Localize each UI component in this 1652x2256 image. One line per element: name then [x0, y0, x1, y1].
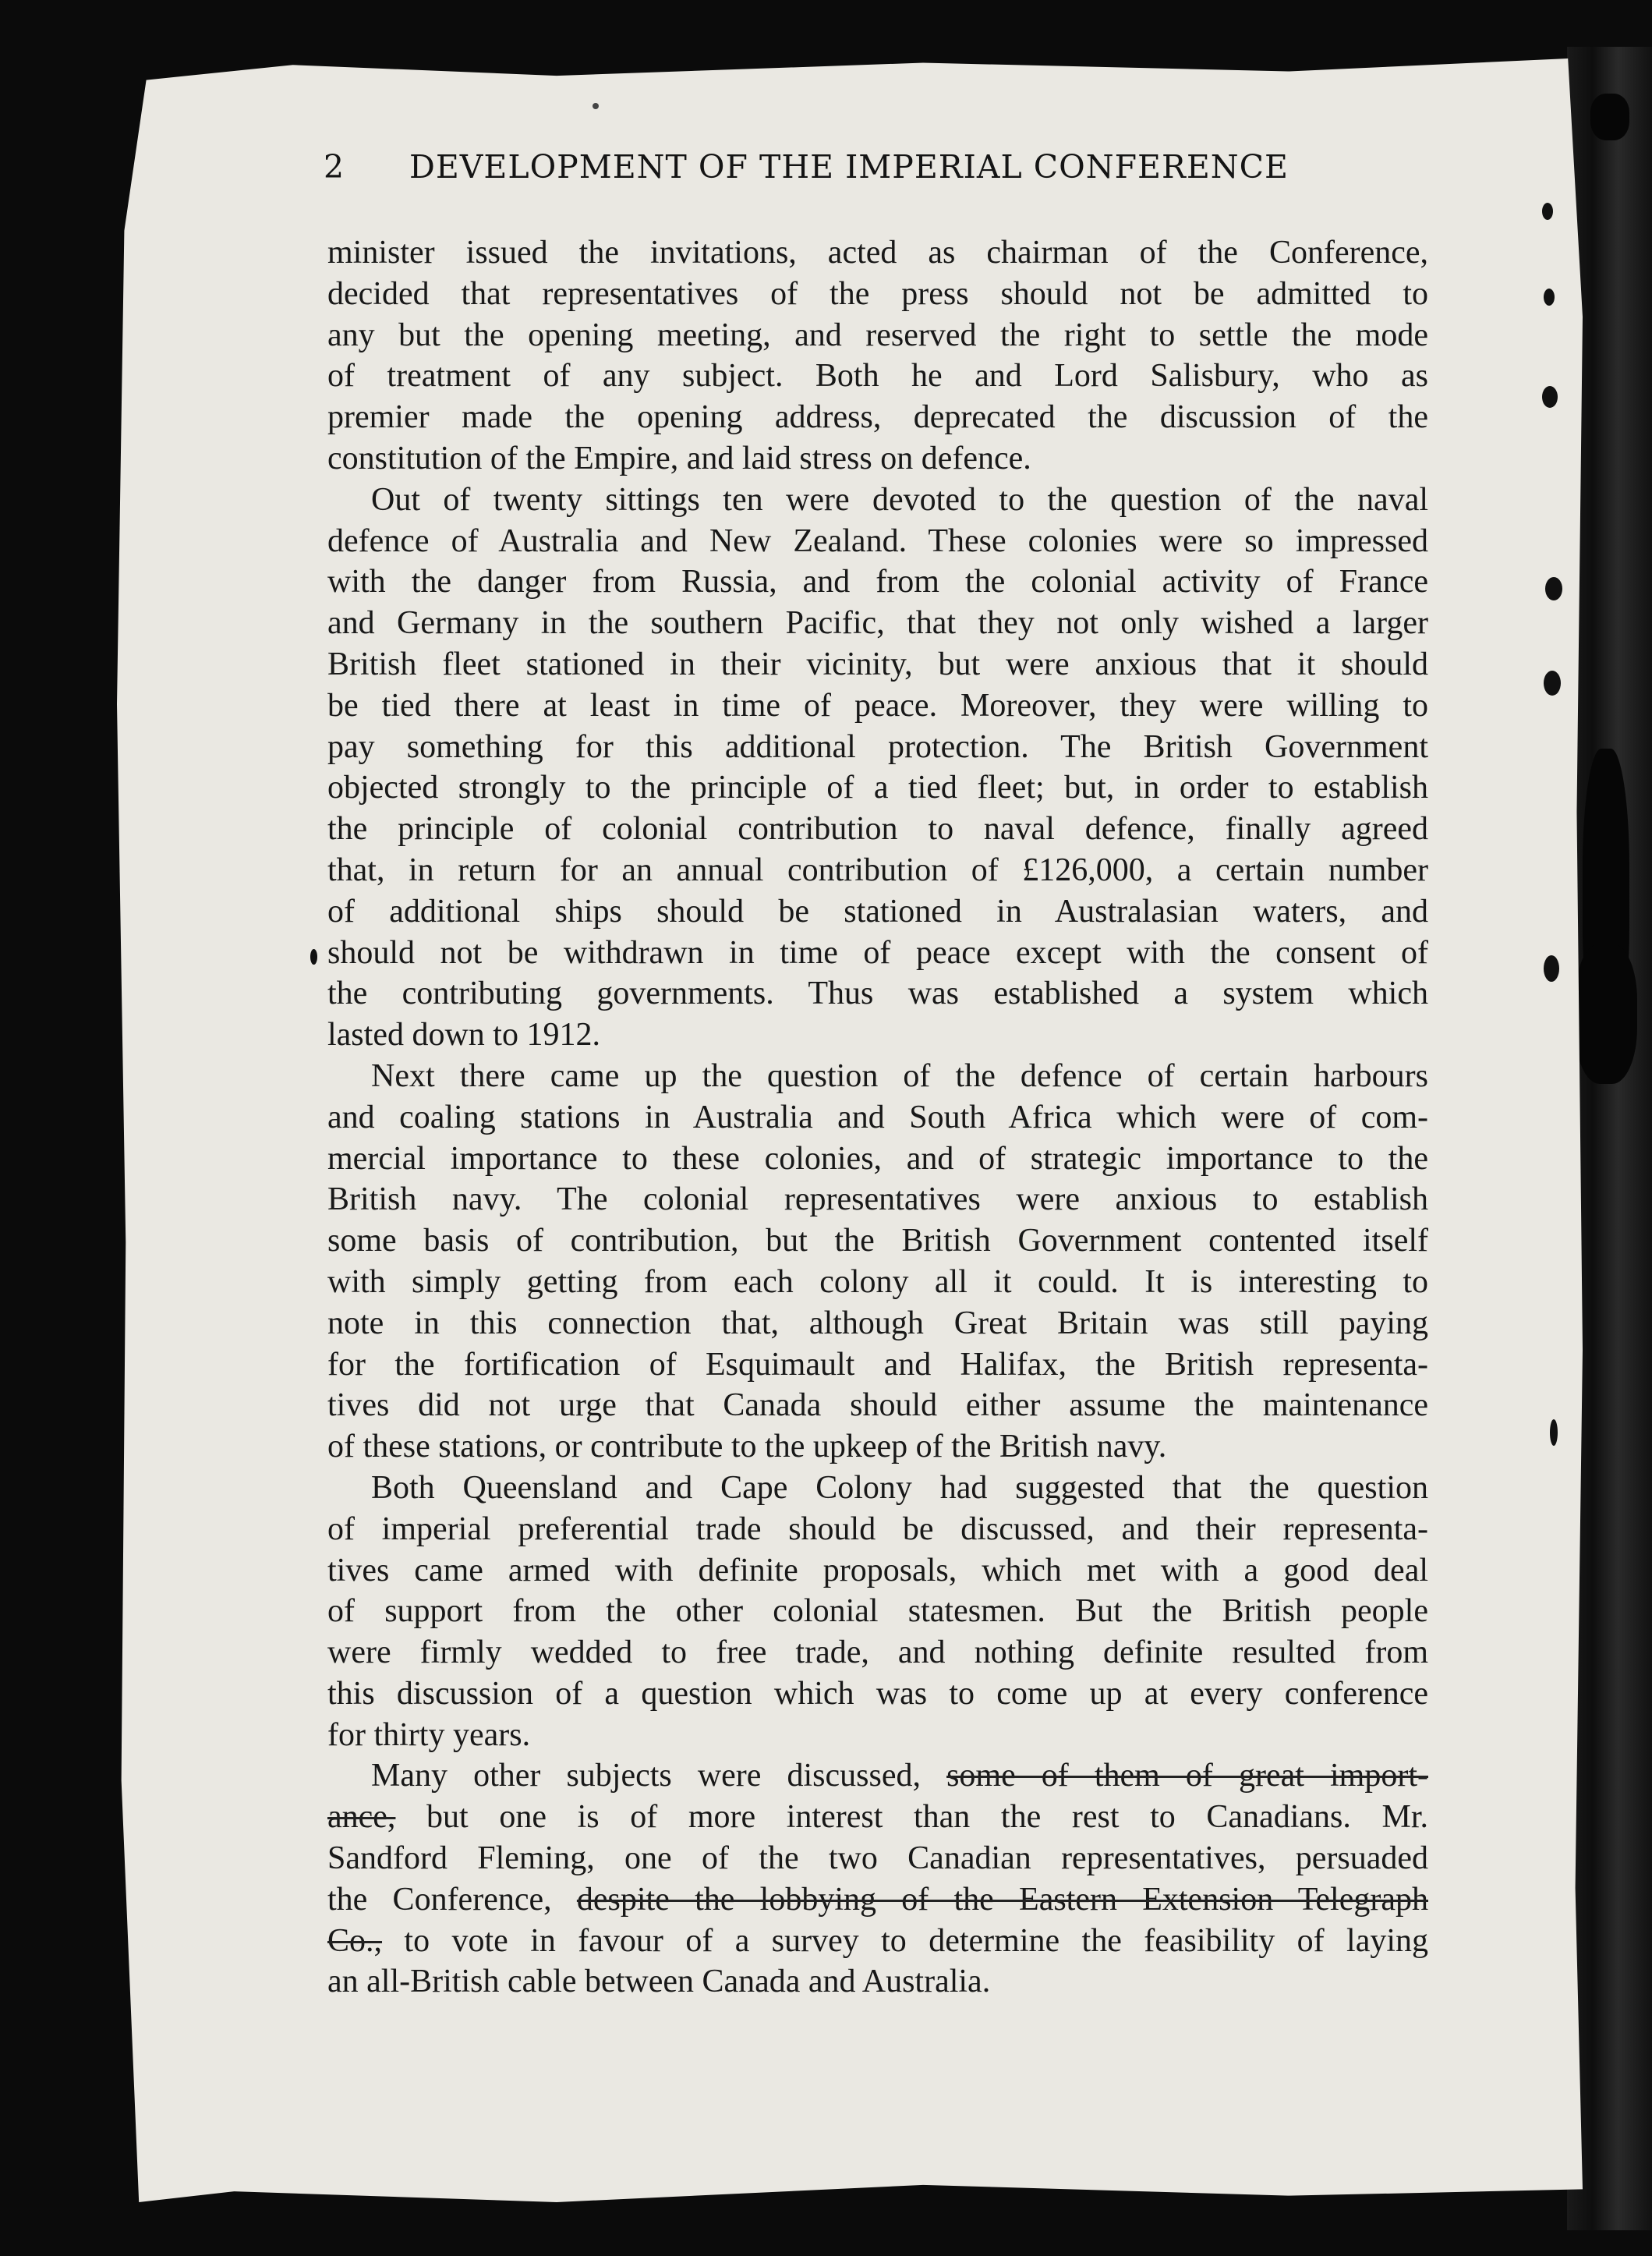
- text-line: [327, 1755, 1428, 1797]
- text-line: the contributing governments. Thus was established a system which: [327, 976, 1428, 1012]
- text-segment: but one is of more interest than the rest to Canadians. Mr.: [395, 1799, 1428, 1836]
- text-line: Both Queensland and Cape Colony had suggested that the question: [371, 1469, 1428, 1506]
- struck-text: Co.,: [327, 1922, 383, 1959]
- text-line: of additional ships should be stationed in Australasian waters, and: [327, 893, 1428, 930]
- margin-blot: [1544, 955, 1559, 982]
- text-line: objected strongly to the principle of a tied fleet; but, in order to establish: [327, 770, 1428, 806]
- text-line: the principle of colonial contribution to naval defence, finally agreed: [327, 811, 1428, 848]
- running-header: [324, 148, 1353, 203]
- text-line: [327, 1797, 1428, 1838]
- text-line: an all-British cable between Canada and Australia.: [327, 1964, 991, 2000]
- struck-text: some of them of great import-: [946, 1758, 1428, 1794]
- body-text: [327, 232, 1428, 2003]
- margin-blot: [1544, 671, 1561, 696]
- text-line: minister issued the invitations, acted as chairman of the Conference,: [327, 235, 1428, 271]
- text-line: note in this connection that, although Great Britain was still paying: [327, 1305, 1428, 1341]
- text-line: mercial importance to these colonies, and of strategic importance to the: [327, 1140, 1428, 1177]
- margin-blot: [1550, 1419, 1558, 1446]
- text-line: premier made the opening address, deprecated the discussion of the: [327, 399, 1428, 436]
- text-line: for thirty years.: [327, 1716, 531, 1753]
- text-line: of imperial preferential trade should be discussed, and their representa-: [327, 1510, 1428, 1547]
- margin-blot: [1544, 289, 1555, 306]
- text-line: of treatment of any subject. Both he and Lord Salisbury, who as: [327, 358, 1428, 395]
- margin-blot: [310, 949, 317, 965]
- text-line: defence of Australia and New Zealand. These colonies were so impressed: [327, 522, 1428, 559]
- text-line: for the fortification of Esquimault and Halifax, the British representa-: [327, 1346, 1428, 1383]
- text-line: and coaling stations in Australia and South Africa which were of com-: [327, 1099, 1428, 1135]
- text-line: Out of twenty sittings ten were devoted to the question of the naval: [371, 481, 1428, 518]
- text-segment: to vote in favour of a survey to determine the feasibility of laying: [382, 1922, 1428, 1959]
- paragraph-3: [327, 1056, 1428, 1468]
- binding-shadow: [1575, 944, 1637, 1084]
- text-line: British navy. The colonial representatives were anxious to establish: [327, 1181, 1428, 1218]
- text-line: some basis of contribution, but the British Government contented itself: [327, 1223, 1428, 1259]
- text-segment: the Conference,: [327, 1881, 577, 1918]
- paragraph-4: [327, 1468, 1428, 1756]
- paragraph-2: [327, 480, 1428, 1056]
- text-line: [327, 1879, 1428, 1921]
- text-line: any but the opening meeting, and reserved the right to settle the mode: [327, 317, 1428, 353]
- text-line: pay something for this additional protection. The British Government: [327, 728, 1428, 765]
- text-line: Next there came up the question of the defence of certain harbours: [371, 1057, 1428, 1094]
- text-line: that, in return for an annual contribution of £126,000, a certain number: [327, 852, 1428, 888]
- text-line: were firmly wedded to free trade, and nothing definite resulted from: [327, 1634, 1428, 1671]
- text-line: with simply getting from each colony all it could. It is interesting to: [327, 1263, 1428, 1300]
- text-line: with the danger from Russia, and from the colonial activity of France: [327, 564, 1428, 600]
- text-line: this discussion of a question which was to come up at every conference: [327, 1675, 1428, 1712]
- text-line: of these stations, or contribute to the upkeep of the British navy.: [327, 1429, 1167, 1465]
- margin-blot: [1542, 386, 1558, 408]
- text-line: tives came armed with definite proposals, which met with a good deal: [327, 1552, 1428, 1588]
- struck-text: despite the lobbying of the Eastern Extension Telegraph: [576, 1881, 1428, 1918]
- text-line: constitution of the Empire, and laid stress on defence.: [327, 440, 1031, 476]
- text-line: lasted down to 1912.: [327, 1017, 600, 1054]
- paragraph-5: [327, 1755, 1428, 2003]
- text-line: tives did not urge that Canada should either assume the maintenance: [327, 1387, 1428, 1424]
- struck-text: ance,: [327, 1799, 396, 1836]
- paragraph-1: [327, 232, 1428, 480]
- text-segment: Many other subjects were discussed,: [371, 1758, 947, 1794]
- text-line: and Germany in the southern Pacific, that they not only wished a larger: [327, 605, 1428, 642]
- margin-blot: [1545, 577, 1562, 600]
- page-number: 2: [324, 148, 345, 186]
- text-line: [327, 1921, 1428, 1962]
- text-line: be tied there at least in time of peace. Moreover, they were willing to: [327, 687, 1428, 724]
- binding-shadow: [1590, 94, 1629, 140]
- text-line: Sandford Fleming, one of the two Canadian representatives, persuaded: [327, 1840, 1428, 1877]
- text-line: British fleet stationed in their vicinity, but were anxious that it should: [327, 646, 1428, 682]
- running-title: DEVELOPMENT OF THE IMPERIAL CONFERENCE: [409, 148, 1289, 186]
- speck: [593, 103, 599, 109]
- margin-blot: [1542, 203, 1553, 220]
- text-line: decided that representatives of the press should not be admitted to: [327, 275, 1428, 312]
- text-line: of support from the other colonial statesmen. But the British people: [327, 1593, 1428, 1630]
- text-line: should not be withdrawn in time of peace except with the consent of: [327, 934, 1428, 971]
